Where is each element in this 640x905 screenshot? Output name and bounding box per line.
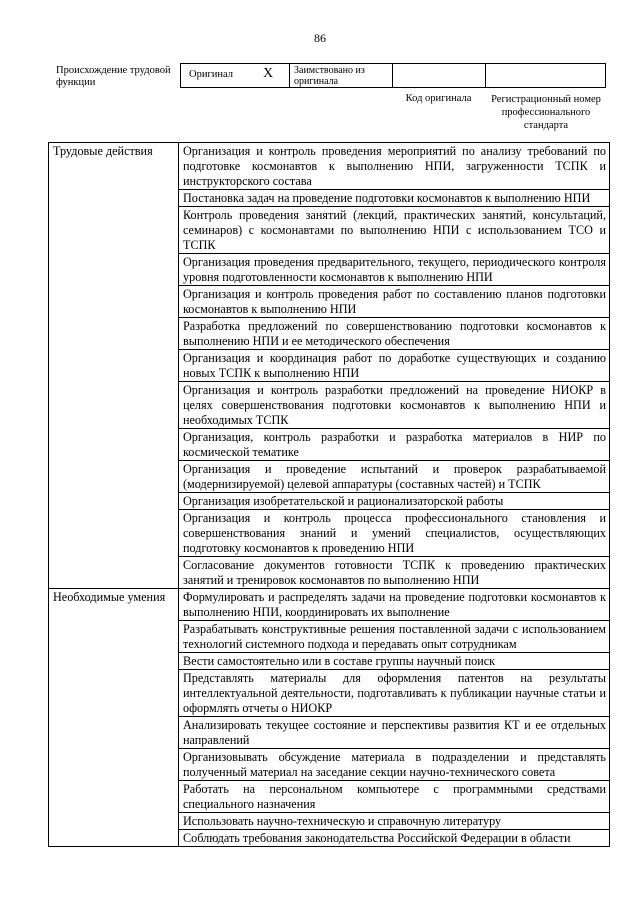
item-text: Разработка предложений по совершенствованию подготовки космонавтов к выполнению НПИ и ее методического обеспечения: [179, 318, 610, 350]
original-label: Оригинал: [189, 69, 233, 80]
origin-label: Происхождение трудовой функции: [56, 65, 171, 88]
item-text: Представлять материалы для оформления патентов на результаты интеллектуальной деятельности, подготавливать к публикации научные статьи и оформлять отчеты о НИОКР: [179, 670, 610, 717]
item-text: Организация и координация работ по доработке существующих и созданию новых ТСПК к выполнению НПИ: [179, 350, 610, 382]
item-text: Организация и проведение испытаний и проверок разрабатываемой (модернизируемой) целевой аппаратуры (составных частей) и ТСПК: [179, 461, 610, 493]
item-text: Постановка задач на проведение подготовки космонавтов к выполнению НПИ: [179, 190, 610, 207]
original-cell: [181, 64, 290, 87]
origin-box: [180, 63, 606, 88]
item-text: Вести самостоятельно или в составе группы научный поиск: [179, 653, 610, 670]
table-row: [49, 143, 610, 190]
item-text: Согласование документов готовности ТСПК к проведению практических занятий и тренировок космонавтов по выполнению НПИ: [179, 557, 610, 589]
group-title: Необходимые умения: [49, 589, 179, 847]
item-text: Организация проведения предварительного, текущего, периодического контроля уровня подготовленности космонавтов к выполнению НПИ: [179, 254, 610, 286]
group-title: Трудовые действия: [49, 143, 179, 589]
item-text: Формулировать и распределять задачи на проведение подготовки космонавтов к выполнению НПИ, координировать их выполнение: [179, 589, 610, 621]
original-mark: X: [263, 66, 274, 81]
item-text: Организация и контроль процесса профессионального становления и совершенствования знаний и умений специалистов, осуществляющих подготовку космонавтов к проведению НПИ: [179, 510, 610, 557]
item-text: Соблюдать требования законодательства Российской Федерации в области: [179, 830, 610, 847]
item-text: Организация и контроль проведения мероприятий по анализу требований по подготовке космонавтов к выполнению НПИ, загруженности ТСПК и инструкторского состава: [179, 143, 610, 190]
item-text: Организация, контроль разработки и разработка материалов в НИР по космической тематике: [179, 429, 610, 461]
page-number: 86: [314, 31, 326, 45]
original-code-cell: [393, 64, 486, 87]
item-text: Разрабатывать конструктивные решения поставленной задачи с использованием технологий системного подхода и передавать опыт сотрудникам: [179, 621, 610, 653]
function-table: [48, 142, 610, 847]
borrowed-label: Заимствовано из оригинала: [294, 65, 365, 87]
item-text: Контроль проведения занятий (лекций, практических занятий, консультаций, семинаров) с космонавтами по выполнению НПИ с использованием ТСО и ТСПК: [179, 207, 610, 254]
item-text: Использовать научно-техническую и справочную литературу: [179, 813, 610, 830]
item-text: Анализировать текущее состояние и перспективы развития КТ и ее отдельных направлений: [179, 717, 610, 749]
item-text: Организация и контроль разработки предложений на проведение НИОКР в целях совершенствования подготовки космонавтов к выполнению НПИ и необходимых ТСПК: [179, 382, 610, 429]
item-text: Организация и контроль проведения работ по составлению планов подготовки космонавтов к выполнению НПИ: [179, 286, 610, 318]
code-caption: Код оригинала: [405, 93, 472, 104]
borrowed-cell: [290, 64, 393, 87]
table-row: [49, 589, 610, 621]
function-table-body: [49, 143, 610, 847]
item-text: Организация изобретательской и рационализаторской работы: [179, 493, 610, 510]
registration-number-cell: [486, 64, 605, 87]
registration-caption: Регистрационный номер профессионального стандарта: [491, 94, 601, 131]
item-text: Работать на персональном компьютере с программными средствами специального назначения: [179, 781, 610, 813]
item-text: Организовывать обсуждение материала в подразделении и представлять полученный материал на заседание секции научно-технического совета: [179, 749, 610, 781]
